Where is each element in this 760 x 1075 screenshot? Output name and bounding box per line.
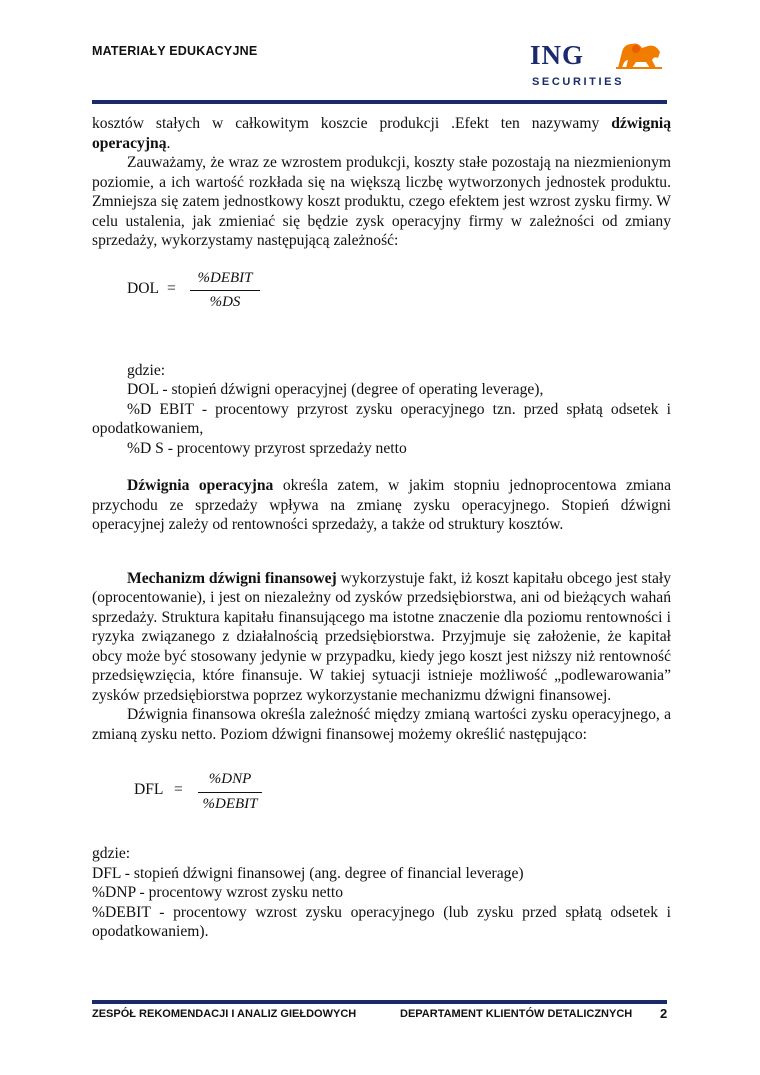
definition-debit: %D EBIT - procentowy przyrost zysku operacyjnego tzn. przed spłatą odsetek i opodatkowaniem, bbox=[92, 400, 671, 437]
dol-denominator: %DS bbox=[209, 294, 241, 310]
header-rule bbox=[92, 100, 667, 104]
page-number: 2 bbox=[660, 1006, 668, 1021]
dfl-numerator: %DNP bbox=[198, 770, 262, 793]
dol-numerator: %DEBIT bbox=[190, 269, 260, 292]
paragraph-1: kosztów stałych w całkowitym koszcie produkcji .Efekt ten nazywamy dźwignią operacyjną. bbox=[92, 115, 671, 152]
paragraph-3: Dźwignia operacyjna określa zatem, w jakim stopniu jednoprocentowa zmiana przychodu ze sprzedaży wpływa na zmianę zysku operacyjnego. Stopień dźwigni operacyjnej zależy od rentowności sprzedaży, a także od struktury kosztów. bbox=[92, 477, 672, 533]
dfl-label: DFL bbox=[134, 781, 164, 798]
lion-icon bbox=[614, 38, 664, 74]
ing-securities-logo bbox=[530, 38, 665, 92]
definition-debit-2: %DEBIT - procentowy wzrost zysku operacyjnego (lub zysku przed spłatą odsetek i opodatkowaniem). bbox=[92, 903, 671, 940]
paragraph-4: Mechanizm dźwigni finansowej wykorzystuje fakt, iż koszt kapitału obcego jest stały (oprocentowanie), i jest on niezależny od zysków przedsiębiorstwa, ani od bieżących wahań sprzedaży. Struktura kapitału finansującego ma istotne znaczenie dla poziomu rentowności i ryzyka związanego z działalnością przedsiębiorstwa. Przyjmuje się założenie, że kapitał obcy może być stosowany jedynie w przypadku, kiedy jego koszt jest niższy niż rentowność przedsięwzięcia, które finansuje. W takiej sytuacji istnieje możliwość „podlewarowania” zysków przedsiębiorstwa poprzez wykorzystanie mechanizmu dźwigni finansowej. bbox=[92, 569, 671, 704]
definition-dfl: DFL - stopień dźwigni finansowej (ang. degree of financial leverage) bbox=[92, 864, 524, 882]
dfl-equals: = bbox=[174, 781, 183, 798]
paragraph-5: Dźwignia finansowa określa zależność między zmianą wartości zysku operacyjnego, a zmianą zysku netto. Poziom dźwigni finansowej możemy określić następująco: bbox=[92, 706, 671, 743]
dol-label: DOL bbox=[127, 279, 160, 297]
dol-formula bbox=[92, 269, 671, 309]
definition-ds: %D S - procentowy przyrost sprzedaży netto bbox=[127, 439, 407, 457]
gdzie-label-1: gdzie: bbox=[127, 361, 166, 379]
footer-team: ZESPÓŁ REKOMENDACJI I ANALIZ GIEŁDOWYCH bbox=[92, 1008, 357, 1020]
dfl-fraction bbox=[198, 770, 262, 814]
logo-wordmark: ING bbox=[530, 40, 585, 70]
header-title: MATERIAŁY EDUKACYJNE bbox=[92, 44, 258, 58]
logo-subtitle: SECURITIES bbox=[532, 76, 625, 88]
gdzie-label-2: gdzie: bbox=[92, 845, 131, 862]
dol-equals: = bbox=[167, 279, 176, 297]
dfl-formula bbox=[92, 770, 671, 810]
document-body bbox=[92, 114, 671, 942]
footer-rule bbox=[92, 1000, 667, 1004]
dol-fraction bbox=[190, 269, 260, 313]
definition-dol: DOL - stopień dźwigni operacyjnej (degree of operating leverage), bbox=[127, 381, 544, 398]
footer-department: DEPARTAMENT KLIENTÓW DETALICZNYCH bbox=[400, 1008, 633, 1020]
paragraph-2: Zauważamy, że wraz ze wzrostem produkcji, koszty stałe pozostają na niezmienionym poziomie, a ich wartość rozkłada się na większą liczbę wytworzonych jednostek produktu. Zmniejsza się zatem jednostkowy koszt produktu, czego efektem jest wzrost zysku firmy. W celu ustalenia, jak zmieniać się będzie zysk operacyjny firmy w zależności od zmiany sprzedaży, wykorzystamy następującą zależność: bbox=[92, 154, 671, 249]
definition-dnp: %DNP - procentowy wzrost zysku netto bbox=[92, 884, 344, 901]
dfl-denominator: %DEBIT bbox=[202, 795, 258, 812]
